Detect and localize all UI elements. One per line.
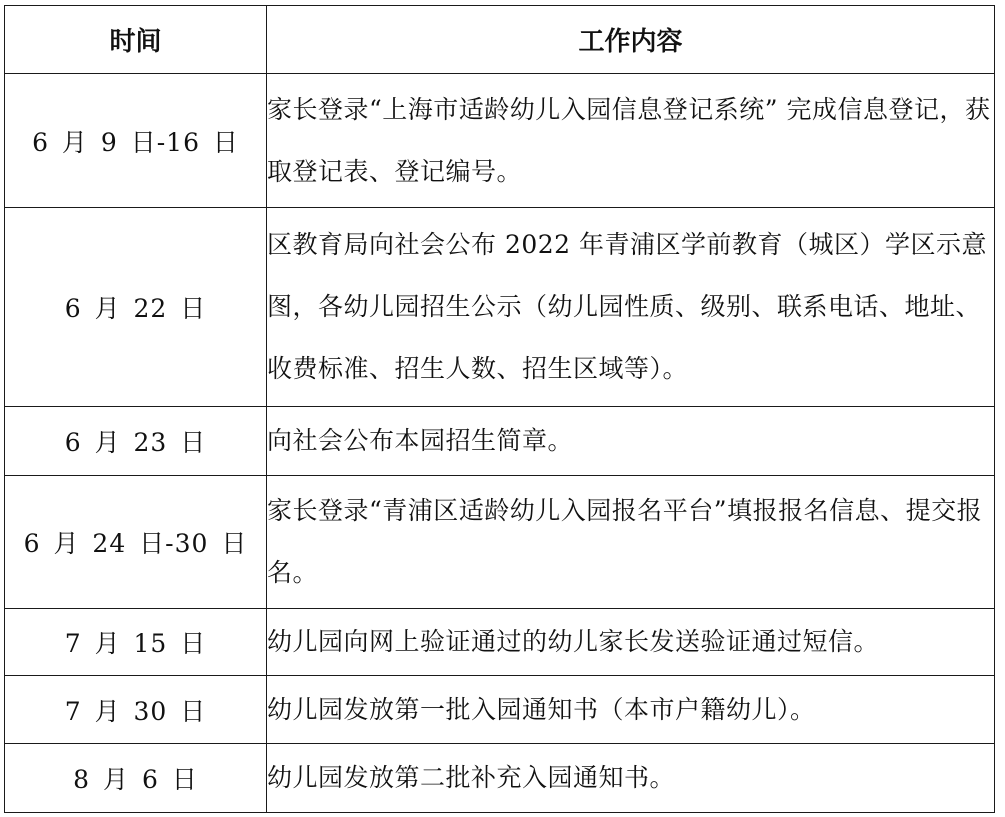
row-content: 家长登录“上海市适龄幼儿入园信息登记系统” 完成信息登记，获取登记表、登记编号。: [267, 74, 995, 208]
row-content: 幼儿园发放第一批入园通知书（本市户籍幼儿）。: [267, 676, 995, 744]
row-content: 幼儿园向网上验证通过的幼儿家长发送验证通过短信。: [267, 609, 995, 676]
row-time: 6 月 9 日-16 日: [5, 74, 267, 208]
row-time: 8 月 6 日: [5, 744, 267, 813]
row-time: 7 月 30 日: [5, 676, 267, 744]
header-content: 工作内容: [267, 6, 995, 74]
table-row: [5, 74, 995, 208]
row-content: 向社会公布本园招生简章。: [267, 407, 995, 476]
table-row: [5, 476, 995, 609]
row-content: 区教育局向社会公布 2022 年青浦区学前教育（城区）学区示意图，各幼儿园招生公示（幼儿园性质、级别、联系电话、地址、收费标准、招生人数、招生区域等）。: [267, 208, 995, 407]
table-row: [5, 407, 995, 476]
row-time: 7 月 15 日: [5, 609, 267, 676]
enrollment-schedule-table: [4, 5, 995, 813]
header-time: 时间: [5, 6, 267, 74]
table-header: [5, 6, 995, 74]
table-row: [5, 609, 995, 676]
row-content: 家长登录“青浦区适龄幼儿入园报名平台”填报报名信息、提交报名。: [267, 476, 995, 609]
table-body: [5, 74, 995, 813]
row-time: 6 月 23 日: [5, 407, 267, 476]
table-row: [5, 208, 995, 407]
row-time: 6 月 24 日-30 日: [5, 476, 267, 609]
row-content: 幼儿园发放第二批补充入园通知书。: [267, 744, 995, 813]
table-row: [5, 744, 995, 813]
row-time: 6 月 22 日: [5, 208, 267, 407]
header-row: [5, 6, 995, 74]
table-row: [5, 676, 995, 744]
